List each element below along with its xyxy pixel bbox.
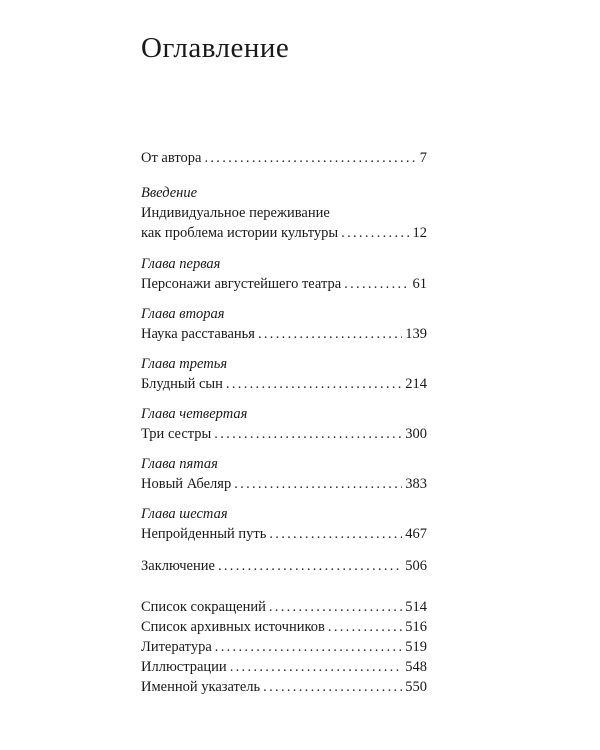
toc-appendix-list: [141, 597, 427, 697]
dot-leader: [234, 474, 402, 494]
toc-page-number: 383: [405, 476, 427, 492]
toc-entry-illustrations[interactable]: [141, 657, 427, 677]
toc-page-number: 514: [405, 599, 427, 615]
toc-entry-title: Список архивных источников: [141, 619, 325, 635]
dot-leader: [226, 374, 402, 394]
toc-entry-title: как проблема истории культуры: [141, 225, 339, 241]
toc-entry-conclusion[interactable]: [141, 556, 427, 576]
toc-page-number: 519: [405, 639, 427, 655]
toc-entry-title: Литература: [141, 639, 212, 655]
toc-entry-abbreviations[interactable]: [141, 597, 427, 617]
toc-entry-title: Наука расставанья: [141, 326, 255, 342]
toc-entry-chapter-1[interactable]: [141, 274, 427, 294]
dot-leader: [230, 657, 403, 677]
toc-page-number: 516: [405, 619, 427, 635]
toc-entry-chapter-3[interactable]: [141, 374, 427, 394]
toc-entry-title: Список сокращений: [141, 599, 266, 615]
dot-leader: [218, 556, 402, 576]
toc-page-number: 61: [412, 276, 427, 292]
toc-page-number: 506: [405, 558, 427, 574]
toc-entry-chapter-2[interactable]: [141, 324, 427, 344]
toc-entry-intro[interactable]: [141, 223, 427, 243]
toc-section-chapter-5: [141, 454, 427, 494]
dot-leader: [215, 637, 402, 657]
toc-entry-name-index[interactable]: [141, 677, 427, 697]
section-label: Глава вторая: [141, 306, 225, 322]
toc-entry-archival-sources[interactable]: [141, 617, 427, 637]
section-label: Глава четвертая: [141, 406, 248, 422]
toc-entry-chapter-4[interactable]: [141, 424, 427, 444]
dot-leader: [269, 597, 402, 617]
toc-page-number: 550: [405, 679, 427, 695]
table-of-contents: [141, 148, 427, 697]
dot-leader: [344, 274, 409, 294]
toc-entry-title: Заключение: [141, 558, 215, 574]
dot-leader: [328, 617, 402, 637]
dot-leader: [258, 324, 402, 344]
toc-entry-title-line: Индивидуальное переживание: [141, 205, 330, 221]
toc-page-number: 467: [405, 526, 427, 542]
toc-entry-chapter-5[interactable]: [141, 474, 427, 494]
section-label: Глава пятая: [141, 456, 218, 472]
dot-leader: [204, 148, 416, 168]
page-title: Оглавление: [141, 32, 290, 64]
toc-entry-title: Персонажи августейшего театра: [141, 276, 342, 292]
toc-entry-title: Блудный сын: [141, 376, 223, 392]
toc-page-number: 12: [412, 225, 427, 241]
section-label: Глава третья: [141, 356, 228, 372]
toc-entry-preface[interactable]: [141, 148, 427, 168]
dot-leader: [263, 677, 402, 697]
toc-entry-title: Иллюстрации: [141, 659, 227, 675]
toc-entry-title: Три сестры: [141, 426, 212, 442]
section-label: Введение: [141, 185, 198, 201]
toc-section-chapter-1: [141, 254, 427, 294]
toc-page-number: 548: [405, 659, 427, 675]
dot-leader: [269, 524, 402, 544]
toc-entry-title: Новый Абеляр: [141, 476, 232, 492]
toc-page-number: 300: [405, 426, 427, 442]
toc-page-number: 7: [419, 150, 427, 166]
toc-section-chapter-3: [141, 354, 427, 394]
toc-entry-title: Именной указатель: [141, 679, 261, 695]
toc-entry-title: Непройденный путь: [141, 526, 267, 542]
toc-section-chapter-2: [141, 304, 427, 344]
toc-section-chapter-4: [141, 404, 427, 444]
section-label: Глава шестая: [141, 506, 228, 522]
toc-entry-title: От автора: [141, 150, 202, 166]
section-label: Глава первая: [141, 256, 221, 272]
toc-page-number: 214: [405, 376, 427, 392]
dot-leader: [341, 223, 409, 243]
toc-entry-literature[interactable]: [141, 637, 427, 657]
toc-section-chapter-6: [141, 504, 427, 544]
toc-entry-chapter-6[interactable]: [141, 524, 427, 544]
toc-page-number: 139: [405, 326, 427, 342]
toc-section-intro: [141, 183, 427, 243]
dot-leader: [214, 424, 402, 444]
